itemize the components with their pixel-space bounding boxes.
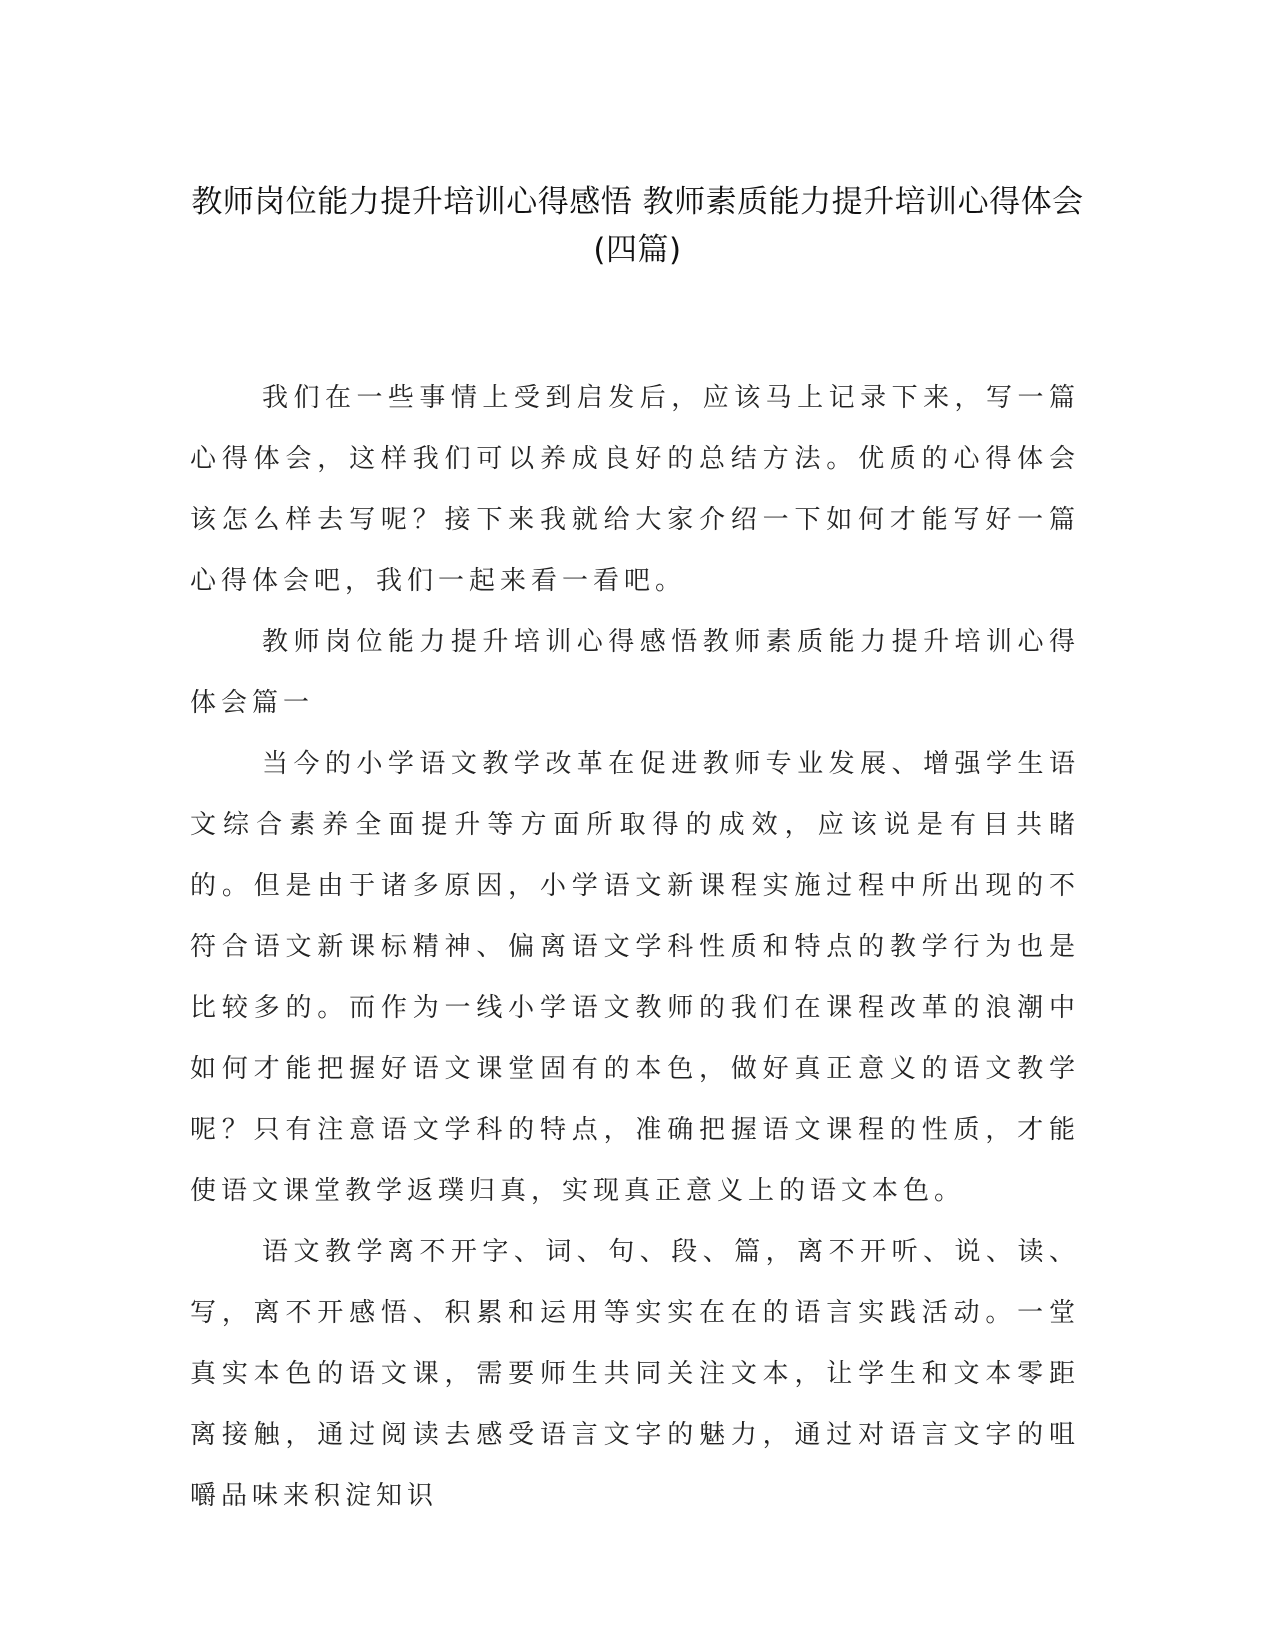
intro-paragraph: 我们在一些事情上受到启发后，应该马上记录下来，写一篇心得体会，这样我们可以养成良好的总结方法。优质的心得体会该怎么样去写呢？接下来我就给大家介绍一下如何才能写好一篇心得体会吧，我们一起来看一看吧。 — [190, 383, 1080, 596]
body-paragraph: 语文教学离不开字、词、句、段、篇，离不开听、说、读、写，离不开感悟、积累和运用等实实在在的语言实践活动。一堂真实本色的语文课，需要师生共同关注文本，让学生和文本零距离接触，通过阅读去感受语言文字的魅力，通过对语言文字的咀嚼品味来积淀知识 — [190, 1237, 1080, 1511]
document-title: 教师岗位能力提升培训心得感悟 教师素质能力提升培训心得体会(四篇) — [191, 184, 1084, 268]
body-paragraph: 当今的小学语文教学改革在促进教师专业发展、增强学生语文综合素养全面提升等方面所取得的成效，应该说是有目共睹的。但是由于诸多原因，小学语文新课程实施过程中所出现的不符合语文新课标精神、偏离语文学科性质和特点的教学行为也是比较多的。而作为一线小学语文教师的我们在课程改革的浪潮中如何才能把握好语文课堂固有的本色，做好真正意义的语文教学呢？只有注意语文学科的特点，准确把握语文课程的性质，才能使语文课堂教学返璞归真，实现真正意义上的语文本色。 — [190, 749, 1080, 1206]
section-heading-paragraph: 教师岗位能力提升培训心得感悟教师素质能力提升培训心得体会篇一 — [190, 627, 1080, 718]
document-body — [190, 368, 1080, 1527]
